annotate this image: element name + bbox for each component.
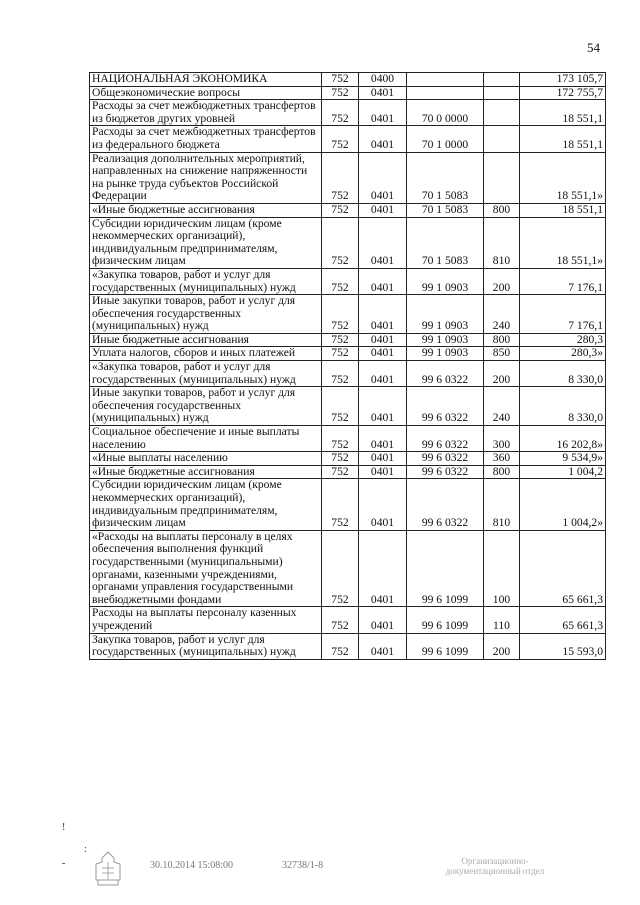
cell-department-code: 752 — [322, 100, 359, 126]
cell-amount: 18 551,1» — [520, 217, 606, 268]
cell-department-code: 752 — [322, 452, 359, 466]
cell-expense-type: 800 — [484, 333, 520, 347]
cell-department-code: 752 — [322, 465, 359, 479]
cell-name: Субсидии юридическим лицам (кроме некоммерческих организаций), индивидуальным предпринимателям, физическим лицам — [90, 217, 322, 268]
cell-name: Общеэкономические вопросы — [90, 86, 322, 100]
cell-amount: 9 534,9» — [520, 452, 606, 466]
cell-department-code: 752 — [322, 607, 359, 633]
cell-expense-type: 810 — [484, 217, 520, 268]
cell-amount: 16 202,8» — [520, 426, 606, 452]
table-row — [90, 607, 606, 633]
cell-section-code: 0400 — [359, 73, 407, 87]
table-row — [90, 361, 606, 387]
cell-expense-type: 800 — [484, 465, 520, 479]
table-row — [90, 73, 606, 87]
cell-name: Расходы за счет межбюджетных трансфертов из федерального бюджета — [90, 126, 322, 152]
cell-expense-type: 810 — [484, 479, 520, 530]
cell-target-article: 99 1 0903 — [407, 268, 484, 294]
page-number: 54 — [587, 40, 600, 55]
cell-section-code: 0401 — [359, 361, 407, 387]
table-row — [90, 152, 606, 203]
cell-section-code: 0401 — [359, 268, 407, 294]
cell-target-article — [407, 73, 484, 87]
cell-section-code: 0401 — [359, 217, 407, 268]
cell-section-code: 0401 — [359, 333, 407, 347]
table-row — [90, 426, 606, 452]
cell-target-article: 70 1 5083 — [407, 152, 484, 203]
cell-department-code: 752 — [322, 361, 359, 387]
cell-amount: 65 661,3 — [520, 607, 606, 633]
cell-expense-type: 240 — [484, 387, 520, 426]
cell-name: «Расходы на выплаты персоналу в целях обеспечения выполнения функций государственными (муниципальными) органами, казенными учреждениями, органами управления государственными внебюджетными фондами — [90, 530, 322, 607]
cell-target-article: 99 6 0322 — [407, 479, 484, 530]
table-row — [90, 100, 606, 126]
cell-expense-type — [484, 100, 520, 126]
table-row — [90, 387, 606, 426]
table-row — [90, 465, 606, 479]
cell-amount: 18 551,1» — [520, 152, 606, 203]
cell-target-article: 99 6 0322 — [407, 426, 484, 452]
cell-department-code: 752 — [322, 347, 359, 361]
cell-department-code: 752 — [322, 530, 359, 607]
cell-expense-type: 240 — [484, 295, 520, 334]
cell-expense-type: 200 — [484, 268, 520, 294]
budget-table — [89, 72, 606, 660]
cell-expense-type: 110 — [484, 607, 520, 633]
cell-section-code: 0401 — [359, 607, 407, 633]
cell-amount: 173 105,7 — [520, 73, 606, 87]
cell-department-code: 752 — [322, 203, 359, 217]
cell-department-code: 752 — [322, 217, 359, 268]
cell-expense-type: 100 — [484, 530, 520, 607]
cell-amount: 7 176,1 — [520, 268, 606, 294]
cell-amount: 18 551,1 — [520, 100, 606, 126]
cell-expense-type — [484, 86, 520, 100]
cell-amount: 8 330,0 — [520, 387, 606, 426]
table-row — [90, 347, 606, 361]
cell-name: Социальное обеспечение и иные выплаты населению — [90, 426, 322, 452]
cell-name: Иные бюджетные ассигнования — [90, 333, 322, 347]
cell-name: «Закупка товаров, работ и услуг для государственных (муниципальных) нужд — [90, 361, 322, 387]
cell-department-code: 752 — [322, 479, 359, 530]
cell-expense-type: 360 — [484, 452, 520, 466]
cell-target-article: 99 6 1099 — [407, 530, 484, 607]
footer-datetime: 30.10.2014 15:08:00 — [150, 860, 234, 871]
cell-amount: 7 176,1 — [520, 295, 606, 334]
cell-section-code: 0401 — [359, 100, 407, 126]
cell-name: Иные закупки товаров, работ и услуг для обеспечения государственных (муниципальных) нужд — [90, 387, 322, 426]
stamp-line-1: Организационно- — [461, 856, 529, 866]
table-row — [90, 633, 606, 659]
cell-target-article: 99 1 0903 — [407, 347, 484, 361]
cell-amount: 1 004,2» — [520, 479, 606, 530]
cell-department-code: 752 — [322, 387, 359, 426]
table-row — [90, 126, 606, 152]
department-stamp — [420, 856, 570, 876]
cell-target-article: 99 1 0903 — [407, 295, 484, 334]
cell-amount: 280,3» — [520, 347, 606, 361]
cell-department-code: 752 — [322, 152, 359, 203]
cell-department-code: 752 — [322, 295, 359, 334]
cell-department-code: 752 — [322, 426, 359, 452]
cell-amount: 172 755,7 — [520, 86, 606, 100]
cell-amount: 65 661,3 — [520, 530, 606, 607]
cell-section-code: 0401 — [359, 347, 407, 361]
cell-target-article: 99 6 1099 — [407, 633, 484, 659]
cell-target-article: 99 6 1099 — [407, 607, 484, 633]
cell-expense-type: 850 — [484, 347, 520, 361]
seal-emblem-icon — [92, 850, 124, 893]
cell-target-article: 99 6 0322 — [407, 361, 484, 387]
cell-expense-type: 200 — [484, 361, 520, 387]
cell-expense-type: 800 — [484, 203, 520, 217]
cell-amount: 1 004,2 — [520, 465, 606, 479]
table-row — [90, 217, 606, 268]
cell-expense-type — [484, 126, 520, 152]
cell-amount: 8 330,0 — [520, 361, 606, 387]
cell-section-code: 0401 — [359, 387, 407, 426]
cell-target-article: 99 1 0903 — [407, 333, 484, 347]
cell-department-code: 752 — [322, 126, 359, 152]
margin-mark: : — [84, 844, 87, 855]
cell-department-code: 752 — [322, 86, 359, 100]
cell-expense-type — [484, 73, 520, 87]
cell-amount: 18 551,1 — [520, 203, 606, 217]
cell-section-code: 0401 — [359, 426, 407, 452]
cell-expense-type: 200 — [484, 633, 520, 659]
cell-section-code: 0401 — [359, 465, 407, 479]
cell-name: «Закупка товаров, работ и услуг для государственных (муниципальных) нужд — [90, 268, 322, 294]
cell-department-code: 752 — [322, 633, 359, 659]
cell-target-article: 99 6 0322 — [407, 465, 484, 479]
table-row — [90, 86, 606, 100]
cell-target-article: 70 1 0000 — [407, 126, 484, 152]
cell-name: Субсидии юридическим лицам (кроме некоммерческих организаций), индивидуальным предпринимателям, физическим лицам — [90, 479, 322, 530]
cell-name: Уплата налогов, сборов и иных платежей — [90, 347, 322, 361]
cell-name: НАЦИОНАЛЬНАЯ ЭКОНОМИКА — [90, 73, 322, 87]
margin-mark: - — [62, 858, 66, 869]
cell-section-code: 0401 — [359, 295, 407, 334]
footer-doc-number: 32738/1-8 — [282, 860, 324, 871]
cell-name: Реализация дополнительных мероприятий, направленных на снижение напряженности на рынке труда субъектов Российской Федерации — [90, 152, 322, 203]
cell-expense-type — [484, 152, 520, 203]
table-row — [90, 333, 606, 347]
cell-name: «Иные бюджетные ассигнования — [90, 203, 322, 217]
cell-section-code: 0401 — [359, 203, 407, 217]
table-row — [90, 452, 606, 466]
cell-target-article: 70 1 5083 — [407, 203, 484, 217]
cell-section-code: 0401 — [359, 452, 407, 466]
table-row — [90, 268, 606, 294]
table-row — [90, 295, 606, 334]
margin-mark: ! — [62, 822, 66, 833]
cell-amount: 15 593,0 — [520, 633, 606, 659]
cell-target-article: 70 0 0000 — [407, 100, 484, 126]
stamp-line-2: документационный отдел — [445, 866, 545, 876]
table-row — [90, 203, 606, 217]
cell-name: Иные закупки товаров, работ и услуг для обеспечения государственных (муниципальных) нужд — [90, 295, 322, 334]
cell-name: Закупка товаров, работ и услуг для государственных (муниципальных) нужд — [90, 633, 322, 659]
cell-department-code: 752 — [322, 333, 359, 347]
cell-section-code: 0401 — [359, 633, 407, 659]
cell-amount: 18 551,1 — [520, 126, 606, 152]
cell-section-code: 0401 — [359, 479, 407, 530]
cell-section-code: 0401 — [359, 86, 407, 100]
cell-department-code: 752 — [322, 268, 359, 294]
cell-target-article: 99 6 0322 — [407, 387, 484, 426]
cell-department-code: 752 — [322, 73, 359, 87]
cell-name: Расходы на выплаты персоналу казенных учреждений — [90, 607, 322, 633]
cell-amount: 280,3 — [520, 333, 606, 347]
cell-name: «Иные выплаты населению — [90, 452, 322, 466]
cell-section-code: 0401 — [359, 152, 407, 203]
cell-name: «Иные бюджетные ассигнования — [90, 465, 322, 479]
cell-section-code: 0401 — [359, 530, 407, 607]
table-row — [90, 530, 606, 607]
cell-target-article: 99 6 0322 — [407, 452, 484, 466]
cell-name: Расходы за счет межбюджетных трансфертов из бюджетов других уровней — [90, 100, 322, 126]
table-row — [90, 479, 606, 530]
cell-target-article: 70 1 5083 — [407, 217, 484, 268]
cell-expense-type: 300 — [484, 426, 520, 452]
cell-section-code: 0401 — [359, 126, 407, 152]
budget-table-body — [90, 73, 606, 660]
cell-target-article — [407, 86, 484, 100]
